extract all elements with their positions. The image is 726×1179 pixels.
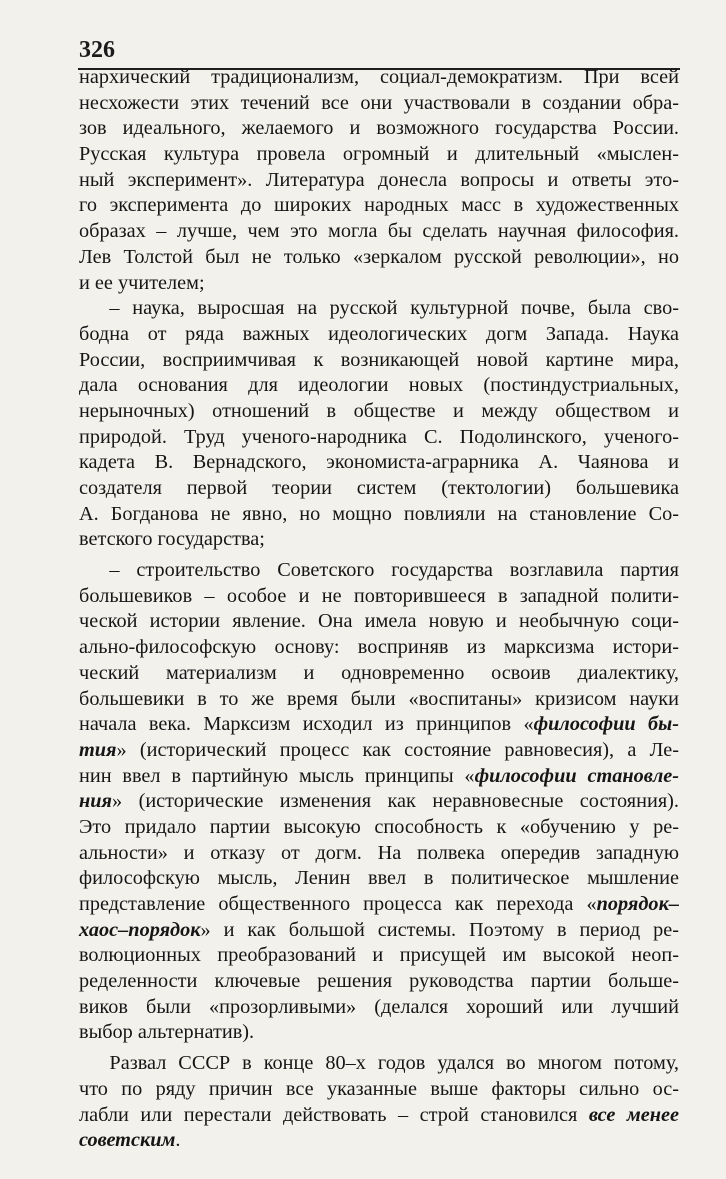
text-run: ределенности ключевые решения руководства партии больше- bbox=[79, 970, 679, 993]
text-run: ческий материализм и одновременно освоив диалектику, bbox=[79, 661, 679, 684]
text-line bbox=[79, 168, 679, 194]
text-run: кадета В. Вернадского, экономиста-аграрника А. Чаянова и bbox=[79, 451, 679, 474]
text-line bbox=[79, 712, 679, 738]
text-line bbox=[79, 476, 679, 502]
emphasis-text: хаос–порядок bbox=[79, 918, 201, 941]
text-line bbox=[79, 527, 679, 553]
text-run: что по ряду причин все указанные выше факторы сильно ос- bbox=[79, 1077, 679, 1100]
text-line bbox=[79, 1128, 679, 1154]
text-line bbox=[79, 245, 679, 271]
text-line bbox=[79, 502, 679, 528]
text-run: большевики в то же время были «воспитаны» кризисом науки bbox=[79, 687, 679, 710]
text-run: и ее учителем; bbox=[79, 271, 205, 294]
text-run: дала основания для идеологии новых (постиндустриальных, bbox=[79, 374, 679, 397]
text-line bbox=[79, 918, 679, 944]
text-run: ческой истории явление. Она имела новую и необычную соци- bbox=[79, 610, 679, 633]
emphasis-text: ния bbox=[79, 790, 112, 813]
text-line bbox=[79, 609, 679, 635]
text-line bbox=[79, 65, 679, 91]
text-run: выбор альтернатив). bbox=[79, 1021, 255, 1044]
emphasis-text: философии бы- bbox=[533, 713, 679, 736]
text-line bbox=[79, 789, 679, 815]
text-line bbox=[79, 943, 679, 969]
text-line bbox=[79, 116, 679, 142]
emphasis-text: философии становле- bbox=[474, 764, 679, 787]
text-run: . bbox=[175, 1129, 181, 1152]
text-line bbox=[79, 995, 679, 1021]
text-run: нархический традиционализм, социал-демократизм. При всей bbox=[79, 66, 679, 88]
text-run: природой. Труд ученого-народника С. Подолинского, ученого- bbox=[79, 425, 679, 448]
text-line bbox=[79, 1051, 679, 1077]
text-line bbox=[79, 399, 679, 425]
text-line bbox=[79, 687, 679, 713]
text-line bbox=[79, 91, 679, 117]
text-run: – наука, выросшая на русской культурной почве, была сво- bbox=[79, 297, 679, 320]
emphasis-text: все менее bbox=[588, 1103, 679, 1126]
text-line bbox=[79, 738, 679, 764]
text-run: лабли или перестали действовать – строй становился bbox=[79, 1103, 589, 1126]
text-run: представление общественного процесса как перехода « bbox=[79, 893, 597, 915]
text-line bbox=[79, 373, 679, 399]
page-number: 326 bbox=[79, 37, 115, 63]
text-run: большевиков – особое и не повторившееся в западной полити- bbox=[79, 584, 679, 607]
text-run: создателя первой теории систем (тектологии) большевика bbox=[79, 477, 679, 499]
text-run: волюционных преобразований и присущей им высокой неоп- bbox=[79, 944, 679, 967]
text-line bbox=[79, 841, 679, 867]
text-line bbox=[79, 219, 679, 245]
text-run: нерыночных) отношений в обществе и между обществом и bbox=[79, 399, 679, 422]
text-line bbox=[79, 892, 679, 918]
text-run: – строительство Советского государства возглавила партия bbox=[79, 559, 679, 582]
emphasis-text: тия bbox=[79, 738, 117, 761]
text-line bbox=[79, 348, 679, 374]
text-line bbox=[79, 764, 679, 790]
text-run: » и как большой системы. Поэтому в период ре- bbox=[200, 918, 679, 941]
text-line bbox=[79, 635, 679, 661]
text-run: зов идеального, желаемого и возможного государства России. bbox=[79, 117, 679, 140]
text-run: » (исторические изменения как неравновесные состояния). bbox=[112, 790, 679, 813]
text-run: го эксперимента до широких народных масс в художественных bbox=[79, 194, 679, 217]
text-line bbox=[79, 661, 679, 687]
text-run: ветского государства; bbox=[79, 528, 265, 551]
text-line bbox=[79, 450, 679, 476]
text-run: Это придало партии высокую способность к «обучению у ре- bbox=[79, 815, 679, 838]
text-line bbox=[79, 425, 679, 451]
text-line bbox=[79, 558, 679, 584]
text-line bbox=[79, 815, 679, 841]
text-run: Лев Толстой был не только «зеркалом русской революции», но bbox=[79, 245, 679, 268]
text-run: начала века. Марксизм исходил из принципов « bbox=[79, 713, 534, 736]
text-run: альности» и отказу от догм. На полвека опередив западную bbox=[79, 841, 679, 864]
text-run: виков были «прозорливыми» (делался хороший или лучший bbox=[79, 995, 679, 1018]
text-line bbox=[79, 271, 679, 297]
text-line bbox=[79, 142, 679, 168]
text-line bbox=[79, 296, 679, 322]
text-run: ально-философскую основу: восприняв из марксизма истори- bbox=[79, 636, 679, 659]
text-run: философскую мысль, Ленин ввел в политическое мышление bbox=[79, 867, 679, 890]
text-line bbox=[79, 193, 679, 219]
text-line bbox=[79, 1020, 679, 1046]
text-run: России, восприимчивая к возникающей новой картине мира, bbox=[79, 348, 679, 371]
text-run: А. Богданова не явно, но мощно повлияли на становление Со- bbox=[79, 502, 679, 525]
text-run: бодна от ряда важных идеологических догм Запада. Наука bbox=[79, 322, 679, 345]
text-run: несхожести этих течений все они участвовали в создании обра- bbox=[79, 91, 679, 114]
emphasis-text: порядок– bbox=[596, 893, 679, 915]
body-text bbox=[79, 65, 679, 1154]
text-line bbox=[79, 584, 679, 610]
text-run: » (исторический процесс как состояние равновесия), а Ле- bbox=[116, 738, 679, 761]
text-line bbox=[79, 1077, 679, 1103]
text-run: Русская культура провела огромный и длительный «мыслен- bbox=[79, 143, 679, 166]
text-line bbox=[79, 322, 679, 348]
text-run: нин ввел в партийную мысль принципы « bbox=[79, 764, 475, 787]
text-line bbox=[79, 1103, 679, 1129]
emphasis-text: советским bbox=[79, 1129, 176, 1152]
text-run: ный эксперимент». Литература донесла вопросы и ответы это- bbox=[79, 168, 679, 191]
text-line bbox=[79, 969, 679, 995]
text-line bbox=[79, 866, 679, 892]
text-run: Развал СССР в конце 80–х годов удался во многом потому, bbox=[79, 1052, 679, 1075]
text-run: образах – лучше, чем это могла бы сделать научная философия. bbox=[79, 220, 679, 243]
